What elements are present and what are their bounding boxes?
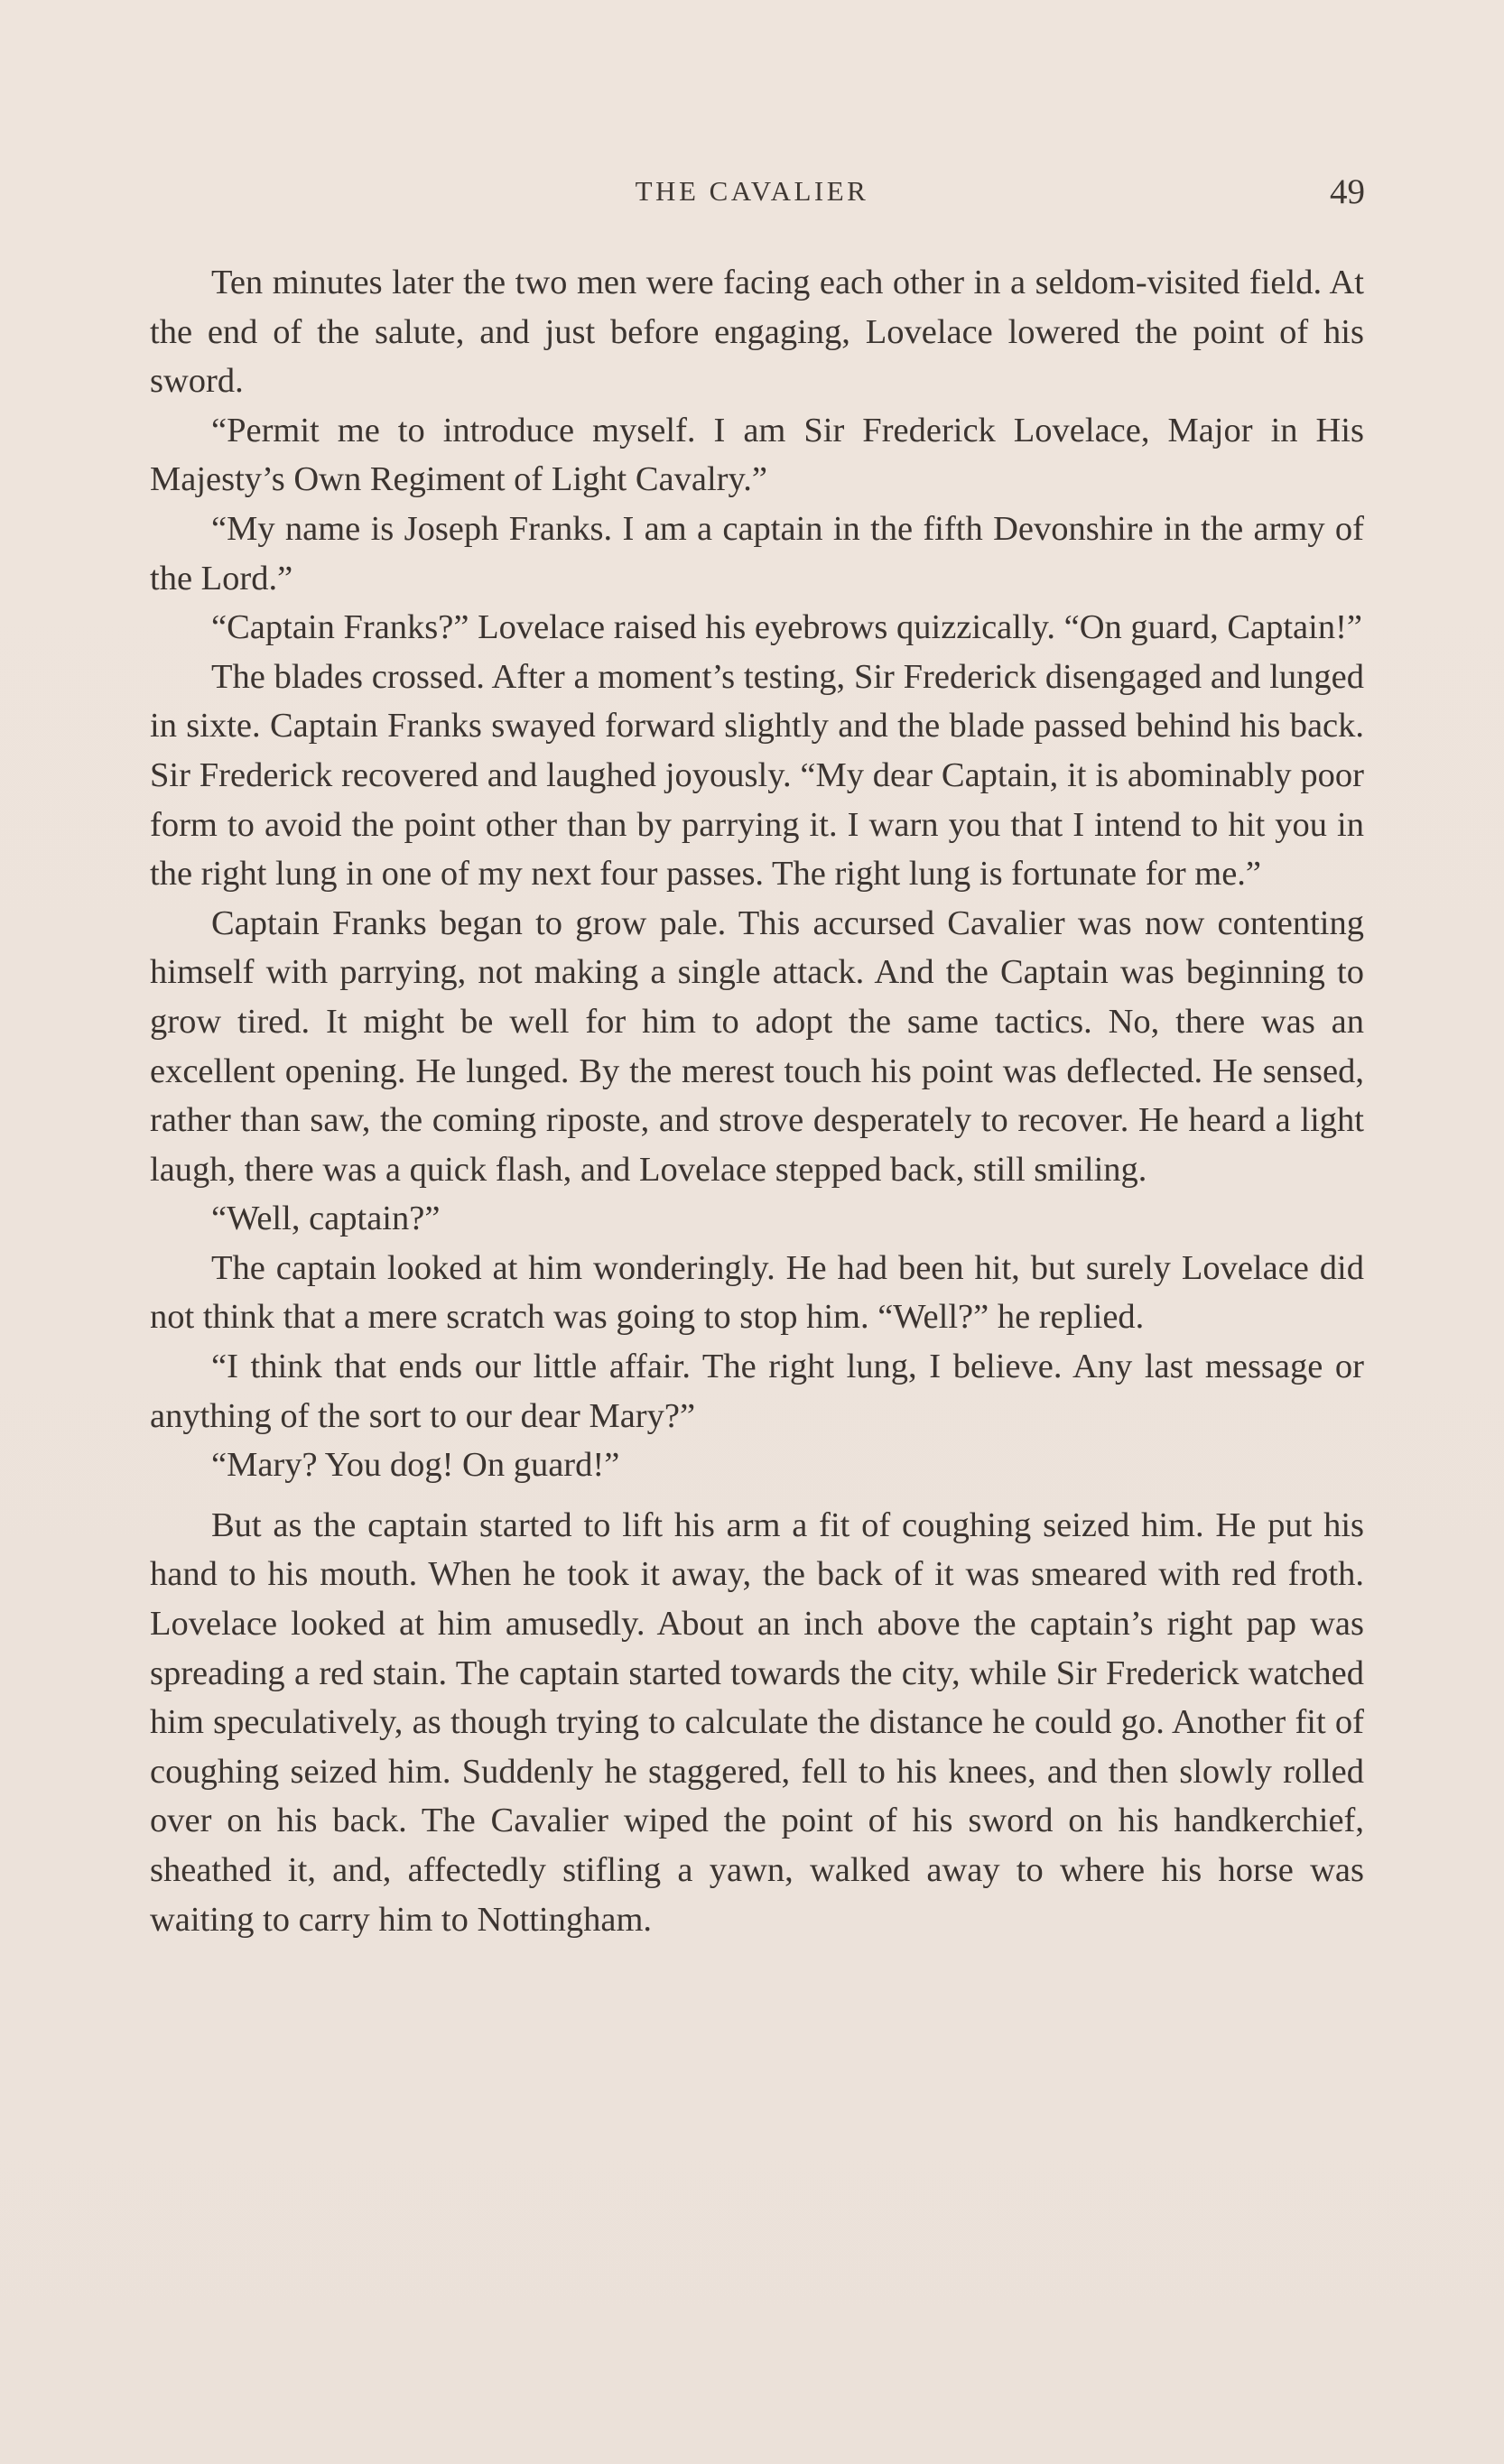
paragraph: “Captain Franks?” Lovelace raised his eyebrows quizzically. “On guard, Captain!” [211, 608, 1362, 647]
paragraph: The blades crossed. After a moment’s testing, Sir Frederick disengaged and lunged in sixte. Captain Franks swayed forward slightly and the blade passed behind his back. Sir Frederick recovered and laughed joyously. “My dear Captain, it is abominably poor form to avoid the point other than by parrying it. I warn you that I intend to hit you in the right lung in one of my next four passes. The right lung is fortunate for me.” [150, 657, 1364, 894]
running-title: THE CAVALIER [635, 175, 869, 207]
paragraph: “My name is Joseph Franks. I am a captain in the fifth Devonshire in the army of the Lord.” [150, 509, 1364, 597]
paragraph: “Well, captain?” [211, 1200, 441, 1238]
page-number: 49 [1330, 172, 1365, 211]
paragraph: Captain Franks began to grow pale. This accursed Cavalier was now contenting himself with parrying, not making a single attack. And the Captain was beginning to grow tired. It might be well for him to adopt the same tactics. No, there was an excellent opening. He lunged. By the merest touch his point was deflected. He sensed, rather than saw, the coming riposte, and strove desperately to recover. He heard a light laugh, there was a quick flash, and Lovelace stepped back, still smiling. [150, 903, 1364, 1189]
paragraph: But as the captain started to lift his arm a fit of coughing seized him. He put his hand to his mouth. When he took it away, the back of it was smeared with red froth. Lovelace looked at him amusedly. About an inch above the captain’s right pap was spreading a red stain. The captain started towards the city, while Sir Frederick watched him speculatively, as though trying to calculate the distance he could go. Another fit of coughing seized him. Suddenly he staggered, fell to his knees, and then slowly rolled over on his back. The Cavalier wiped the point of his sword on his handkerchief, sheathed it, and, affectedly stifling a yawn, walked away to where his horse was waiting to carry him to Nottingham. [150, 1505, 1364, 1939]
body-text [150, 258, 1364, 1944]
paragraph: The captain looked at him wonderingly. He had been hit, but surely Lovelace did not think that a mere scratch was going to stop him. “Well?” he replied. [150, 1248, 1364, 1337]
paragraph: “Mary? You dog! On guard!” [211, 1446, 620, 1485]
paragraph: “Permit me to introduce myself. I am Sir Frederick Lovelace, Major in His Majesty’s Own Regiment of Light Cavalry.” [150, 411, 1364, 499]
paragraph: Ten minutes later the two men were facing each other in a seldom-visited field. At the end of the salute, and just before engaging, Lovelace lowered the point of his sword. [150, 264, 1364, 401]
running-header [0, 171, 1504, 211]
paragraph: “I think that ends our little affair. The right lung, I believe. Any last message or anything of the sort to our dear Mary?” [150, 1348, 1364, 1435]
